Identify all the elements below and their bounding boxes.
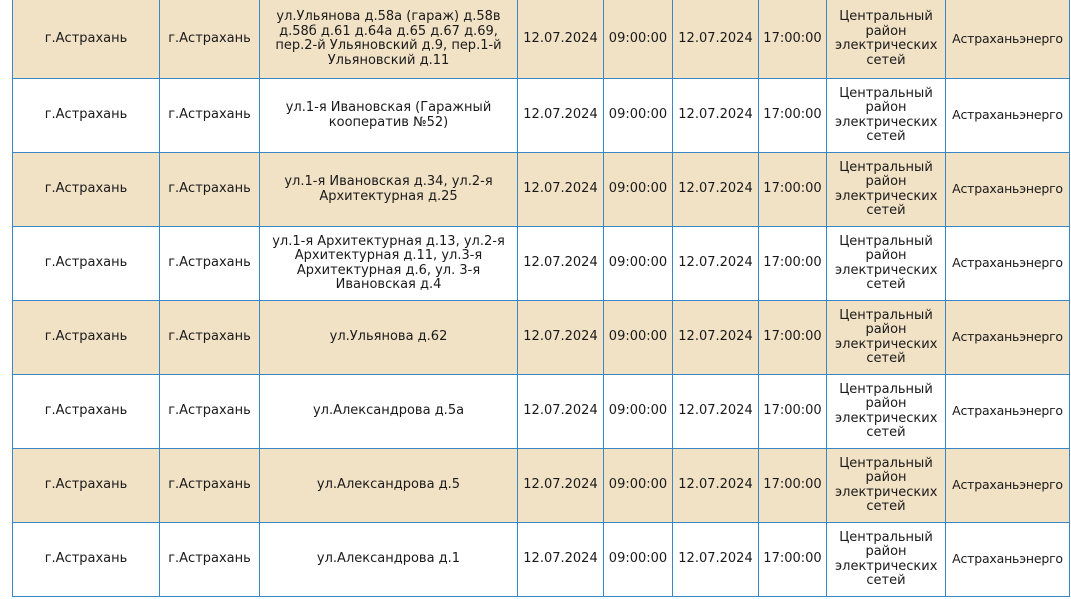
start-date-cell: 12.07.2024 bbox=[518, 153, 604, 227]
district-cell: Центральный район электрических сетей bbox=[827, 0, 946, 79]
district-cell: Центральный район электрических сетей bbox=[827, 153, 946, 227]
end-time-cell: 17:00:00 bbox=[759, 375, 827, 449]
table-row bbox=[13, 375, 1070, 449]
region-cell: г.Астрахань bbox=[13, 79, 160, 153]
table-row bbox=[13, 301, 1070, 375]
organization-cell: Астраханьэнерго bbox=[946, 79, 1070, 153]
region-cell: г.Астрахань bbox=[13, 227, 160, 301]
address-cell: ул.Александрова д.5 bbox=[260, 449, 518, 523]
end-date-cell: 12.07.2024 bbox=[673, 375, 759, 449]
end-time-cell: 17:00:00 bbox=[759, 227, 827, 301]
table-row bbox=[13, 0, 1070, 79]
table-body bbox=[13, 0, 1070, 597]
region-cell: г.Астрахань bbox=[13, 449, 160, 523]
end-time-cell: 17:00:00 bbox=[759, 79, 827, 153]
address-cell: ул.Александрова д.5а bbox=[260, 375, 518, 449]
end-time-cell: 17:00:00 bbox=[759, 449, 827, 523]
table-row bbox=[13, 153, 1070, 227]
locality-cell: г.Астрахань bbox=[160, 79, 260, 153]
locality-cell: г.Астрахань bbox=[160, 449, 260, 523]
outage-table-container bbox=[12, 0, 1069, 597]
organization-cell: Астраханьэнерго bbox=[946, 449, 1070, 523]
address-cell: ул.1-я Ивановская (Гаражный кооператив №52) bbox=[260, 79, 518, 153]
table-row bbox=[13, 523, 1070, 597]
locality-cell: г.Астрахань bbox=[160, 375, 260, 449]
end-date-cell: 12.07.2024 bbox=[673, 79, 759, 153]
table-row bbox=[13, 227, 1070, 301]
start-time-cell: 09:00:00 bbox=[604, 523, 673, 597]
end-date-cell: 12.07.2024 bbox=[673, 227, 759, 301]
region-cell: г.Астрахань bbox=[13, 0, 160, 79]
locality-cell: г.Астрахань bbox=[160, 523, 260, 597]
district-cell: Центральный район электрических сетей bbox=[827, 301, 946, 375]
address-cell: ул.1-я Архитектурная д.13, ул.2-я Архитектурная д.11, ул.3-я Архитектурная д.6, ул. 3-я Ивановская д.4 bbox=[260, 227, 518, 301]
start-date-cell: 12.07.2024 bbox=[518, 449, 604, 523]
locality-cell: г.Астрахань bbox=[160, 0, 260, 79]
end-date-cell: 12.07.2024 bbox=[673, 153, 759, 227]
start-date-cell: 12.07.2024 bbox=[518, 79, 604, 153]
start-date-cell: 12.07.2024 bbox=[518, 301, 604, 375]
start-date-cell: 12.07.2024 bbox=[518, 375, 604, 449]
district-cell: Центральный район электрических сетей bbox=[827, 227, 946, 301]
address-cell: ул.Ульянова д.58а (гараж) д.58в д.58б д.61 д.64а д.65 д.67 д.69, пер.2-й Ульяновский д.9, пер.1-й Ульяновский д.11 bbox=[260, 0, 518, 79]
locality-cell: г.Астрахань bbox=[160, 301, 260, 375]
region-cell: г.Астрахань bbox=[13, 375, 160, 449]
organization-cell: Астраханьэнерго bbox=[946, 301, 1070, 375]
organization-cell: Астраханьэнерго bbox=[946, 227, 1070, 301]
organization-cell: Астраханьэнерго bbox=[946, 153, 1070, 227]
end-time-cell: 17:00:00 bbox=[759, 153, 827, 227]
end-date-cell: 12.07.2024 bbox=[673, 523, 759, 597]
organization-cell: Астраханьэнерго bbox=[946, 523, 1070, 597]
start-date-cell: 12.07.2024 bbox=[518, 0, 604, 79]
address-cell: ул.Александрова д.1 bbox=[260, 523, 518, 597]
district-cell: Центральный район электрических сетей bbox=[827, 523, 946, 597]
start-time-cell: 09:00:00 bbox=[604, 79, 673, 153]
end-date-cell: 12.07.2024 bbox=[673, 301, 759, 375]
end-date-cell: 12.07.2024 bbox=[673, 0, 759, 79]
outage-table bbox=[12, 0, 1070, 597]
locality-cell: г.Астрахань bbox=[160, 227, 260, 301]
district-cell: Центральный район электрических сетей bbox=[827, 375, 946, 449]
region-cell: г.Астрахань bbox=[13, 301, 160, 375]
district-cell: Центральный район электрических сетей bbox=[827, 449, 946, 523]
organization-cell: Астраханьэнерго bbox=[946, 0, 1070, 79]
end-time-cell: 17:00:00 bbox=[759, 0, 827, 79]
start-time-cell: 09:00:00 bbox=[604, 375, 673, 449]
end-time-cell: 17:00:00 bbox=[759, 301, 827, 375]
address-cell: ул.1-я Ивановская д.34, ул.2-я Архитектурная д.25 bbox=[260, 153, 518, 227]
region-cell: г.Астрахань bbox=[13, 153, 160, 227]
start-date-cell: 12.07.2024 bbox=[518, 227, 604, 301]
table-row bbox=[13, 449, 1070, 523]
locality-cell: г.Астрахань bbox=[160, 153, 260, 227]
district-cell: Центральный район электрических сетей bbox=[827, 79, 946, 153]
start-time-cell: 09:00:00 bbox=[604, 227, 673, 301]
start-date-cell: 12.07.2024 bbox=[518, 523, 604, 597]
end-time-cell: 17:00:00 bbox=[759, 523, 827, 597]
start-time-cell: 09:00:00 bbox=[604, 0, 673, 79]
organization-cell: Астраханьэнерго bbox=[946, 375, 1070, 449]
address-cell: ул.Ульянова д.62 bbox=[260, 301, 518, 375]
region-cell: г.Астрахань bbox=[13, 523, 160, 597]
start-time-cell: 09:00:00 bbox=[604, 449, 673, 523]
table-row bbox=[13, 79, 1070, 153]
end-date-cell: 12.07.2024 bbox=[673, 449, 759, 523]
start-time-cell: 09:00:00 bbox=[604, 153, 673, 227]
start-time-cell: 09:00:00 bbox=[604, 301, 673, 375]
